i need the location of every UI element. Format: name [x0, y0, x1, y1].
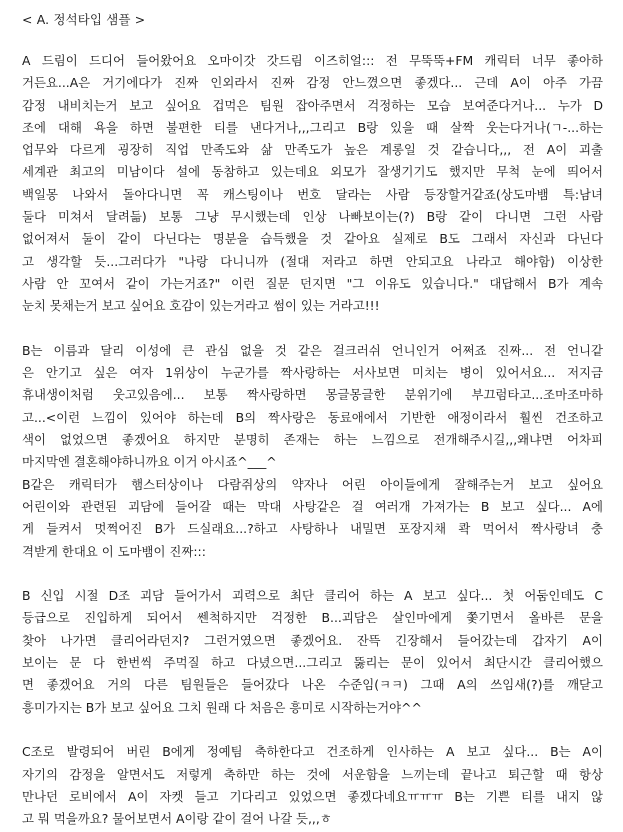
text-line: 없어져서 둘이 같이 다닌다는 명분을 습득했을 것 같아요 실제로 B도 그래서 자신과 다닌다 [22, 231, 603, 247]
text-line: 사람 안 꼬여서 같이 가는거죠?" 이런 질문 던지면 "그 이유도 있습니다." 대답해서 B가 계속 [22, 275, 603, 291]
text-line: 휴내생이처럼 웃고있음에... 보통 짝사랑하면 몽글몽글한 분위기에 부끄럼타고...조마조마하 [22, 387, 603, 403]
text-line: 격받게 한대요 이 도마뱀이 진짜::: [22, 543, 206, 559]
text-line: A 드림이 드디어 들어왔어요 오마이갓 갓드림 이즈히얼::: 전 무뚝뚝+FM 캐릭터 너무 좋아하 [22, 53, 603, 68]
text-line: B 신입 시절 D조 괴담 들어가서 괴력으로 최단 클리어 하는 A 보고 싶다... 첫 어둠인데도 C [22, 588, 603, 604]
text-line: B같은 캐릭터가 햄스터상이나 다람쥐상의 약자나 어린 아이들에게 잘해주는거 보고 싶어요 [22, 476, 603, 492]
text-line: 고 뭐 먹을까요? 물어보면서 A이랑 같이 걸어 나갈 듯,,,ㅎ [22, 811, 332, 827]
text-line: 어린이와 관련된 괴담에 들어갈 때는 막대 사탕같은 걸 여러개 가져가는 B 보고 싶다... A에 [22, 498, 603, 514]
document-body [22, 50, 603, 830]
text-line: 세계관 최고의 미남이다 설에 동참하고 있는데요 외모가 잘생기기도 했지만 무척 눈에 띄어서 [22, 164, 603, 180]
text-line: 눈치 못채는거 보고 싶어요 호감이 있는거라고 썸이 있는 거라고!!! [22, 298, 380, 314]
text-line: 마지막엔 결혼해야하니까요 이거 아시죠^___^ [22, 454, 277, 470]
text-line: 백일몽 나와서 돌아다니면 꼭 캐스팅이나 번호 달라는 사람 등장할거같죠(상도마뱀 특:남녀 [22, 186, 603, 202]
paragraph [22, 474, 603, 563]
paragraph-gap [22, 563, 603, 585]
text-line: 조에 대해 욕을 하면 불편한 티를 낸다거나,,,그리고 B랑 있을 때 살짝 웃는다거나(ㄱ-...하는 [22, 119, 603, 135]
text-line: 고 생각할 듯...그러다가 "나랑 다니니까 (절대 저라고 하면 안되고요 나라고 해야함) 이상한 [22, 253, 603, 269]
text-line: 흥미가지는 B가 보고 싶어요 그치 원래 다 처음은 흥미로 시작하는거야^^ [22, 699, 422, 715]
text-line: C조로 발령되어 버린 B에게 정예팀 축하한다고 건조하게 인사하는 A 보고 싶다... B는 A이 [22, 744, 603, 760]
text-line: 등급으로 진입하게 되어서 쎈척하지만 걱정한 B...괴담은 살인마에게 쫓기면서 올바른 문을 [22, 610, 603, 626]
text-line: 감정 내비치는거 보고 싶어요 겁먹은 팀원 잡아주면서 걱정하는 모습 보여준다거나... 누가 D [22, 97, 603, 113]
text-line: B는 이름과 달리 이성에 큰 관심 없을 것 같은 걸크러쉬 언니인거 어쩌죠 진짜... 전 언니같 [22, 342, 603, 358]
text-line: 찾아 나가면 클리어라던지? 그런거였으면 좋겠어요. 잔뜩 긴장해서 들어갔는데 갑자기 A이 [22, 632, 603, 648]
paragraph-gap [22, 318, 603, 340]
paragraph [22, 585, 603, 719]
paragraph [22, 50, 603, 318]
paragraph [22, 741, 603, 830]
text-line: 게 들켜서 멋쩍어진 B가 드실래요...?하고 사탕하나 내밀면 포장지채 콱 먹어서 짝사랑녀 충 [22, 521, 603, 537]
text-line: 거든요...A은 거기에다가 진짜 인외라서 진짜 감정 안느꼈으면 좋겠다... 근데 A이 아주 가끔 [22, 75, 603, 91]
text-line: 자기의 감정을 알면서도 저렇게 축하만 하는 것에 서운함을 느끼는데 끝나고 퇴근할 때 항상 [22, 766, 603, 782]
document-title: < A. 정석타입 샘플 > [22, 12, 146, 27]
text-line: 고...<이런 느낌이 있어야 하는데 B의 짝사랑은 동료애에서 기반한 애정이라서 훨씬 건조하고 [22, 409, 603, 425]
text-line: 색이 없었으면 좋겠어요 하지만 분명히 존재는 하는 느낌으로 전개해주시길,,,왜냐면 어차피 [22, 432, 603, 448]
paragraph-gap [22, 719, 603, 741]
text-line: 면 좋겠어요 거의 다른 팀원들은 들어갔다 나온 수준임(ㅋㅋ) 그때 A의 쓰임새(?)를 깨닫고 [22, 677, 603, 693]
text-line: 은 안기고 싶은 여자 1위상이 누군가를 짝사랑하는 서사보면 미치는 병이 있어서요... 저지금 [22, 365, 603, 381]
paragraph [22, 340, 603, 474]
text-line: 둘다 미쳐서 달려듦) 보통 그냥 무시했는데 인상 나빠보이는(?) B랑 같이 다니면 그런 사람 [22, 209, 603, 225]
text-line: 업무와 다르게 굉장히 직업 만족도와 삶 만족도가 높은 계롱일 것 같습니다,,, 전 A이 괴출 [22, 142, 603, 158]
text-line: 만나던 로비에서 A이 자켓 들고 기다리고 있었으면 좋겠다네요ㅠㅠㅠ B는 기쁜 티를 내지 않 [22, 788, 603, 804]
text-line: 보이는 문 다 한번씩 주먹질 하고 다녔으면...그리고 뚫리는 문이 있어서 최단시간 클리어했으 [22, 655, 603, 671]
